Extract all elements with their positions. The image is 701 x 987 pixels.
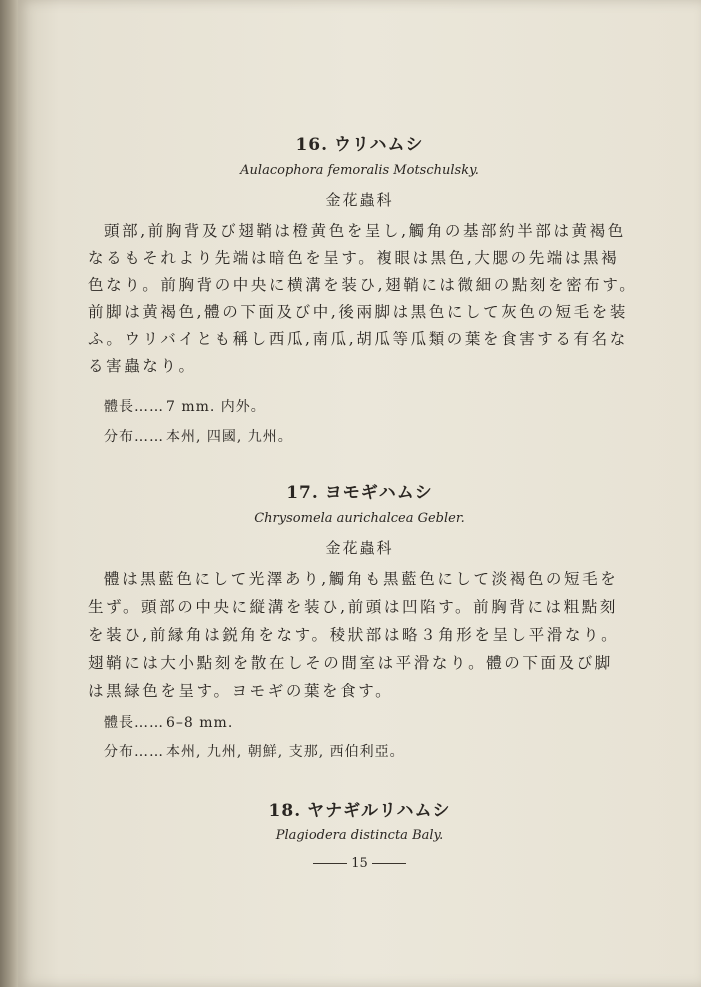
body-length-label: 體長…… <box>104 715 164 731</box>
book-page <box>18 0 701 987</box>
distribution-label: 分布…… <box>104 744 164 760</box>
entry-16-number: 16. <box>295 135 329 155</box>
entry-17-line-3: を装ひ,前縁角は鋭角をなす。稜狀部は略３角形を呈し平滑なり。 <box>88 626 620 644</box>
entry-16-line-5: ふ。ウリバイとも稱し西瓜,南瓜,胡瓜等瓜類の葉を食害する有名な <box>88 330 628 348</box>
page-number <box>18 856 701 871</box>
entry-17-number: 17. <box>286 483 319 503</box>
entry-16-family: 金花蟲科 <box>325 191 394 209</box>
entry-16-line-2: なるもそれより先端は暗色を呈す。複眼は黒色,大腮の先端は黒褐 <box>88 249 620 267</box>
book-gutter <box>0 0 18 987</box>
entry-16-title <box>18 130 701 155</box>
entry-17-body-length <box>104 712 233 732</box>
entry-16-line-4: 前脚は黄褐色,體の下面及び中,後兩脚は黒色にして灰色の短毛を装 <box>88 303 628 321</box>
page-number-value: 15 <box>351 856 368 871</box>
entry-16-distribution <box>104 426 293 446</box>
distribution-value: 本州, 九州, 朝鮮, 支那, 西伯利亞。 <box>166 744 405 760</box>
entry-17-family: 金花蟲科 <box>325 539 394 557</box>
entry-16-name: ウリハムシ <box>334 135 424 155</box>
entry-17-line-2: 生ず。頭部の中央に縦溝を装ひ,前頭は凹陷す。前胸背には粗點刻 <box>88 598 618 616</box>
entry-17-name: ヨモギハムシ <box>324 483 433 503</box>
entry-17-line-5: は黒緑色を呈す。ヨモギの葉を食す。 <box>88 682 394 700</box>
entry-17-line-1: 體は黒藍色にして光澤あり,觸角も黒藍色にして淡褐色の短毛を <box>104 570 619 588</box>
entry-18-number: 18. <box>268 801 302 821</box>
entry-17-title <box>18 478 701 503</box>
body-length-value: 7 mm. 内外。 <box>166 399 266 415</box>
page-number-rule-right <box>372 863 406 864</box>
entry-18-scientific-name: Plagiodera distincta Baly. <box>275 828 444 843</box>
entry-16-body-length <box>104 396 266 416</box>
entry-16-line-3: 色なり。前胸背の中央に横溝を装ひ,翅鞘には微細の點刻を密布す。 <box>88 276 638 294</box>
entry-16-line-6: る害蟲なり。 <box>88 357 197 375</box>
entry-16-scientific-name: Aulacophora femoralis Motschulsky. <box>240 163 479 178</box>
entry-17-scientific-name: Chrysomela aurichalcea Gebler. <box>254 511 465 526</box>
distribution-value: 本州, 四國, 九州。 <box>166 429 293 445</box>
entry-17-line-4: 翅鞘には大小點刻を散在しその間室は平滑なり。體の下面及び脚 <box>88 654 613 672</box>
page-number-rule-left <box>313 863 347 864</box>
entry-17-distribution <box>104 741 405 761</box>
entry-18-name: ヤナギルリハムシ <box>307 801 451 821</box>
distribution-label: 分布…… <box>104 429 164 445</box>
body-length-value: 6–8 mm. <box>166 715 234 731</box>
body-length-label: 體長…… <box>104 399 164 415</box>
entry-18-title <box>18 796 701 821</box>
entry-16-line-1: 頭部,前胸背及び翅鞘は橙黄色を呈し,觸角の基部約半部は黄褐色 <box>104 222 626 240</box>
